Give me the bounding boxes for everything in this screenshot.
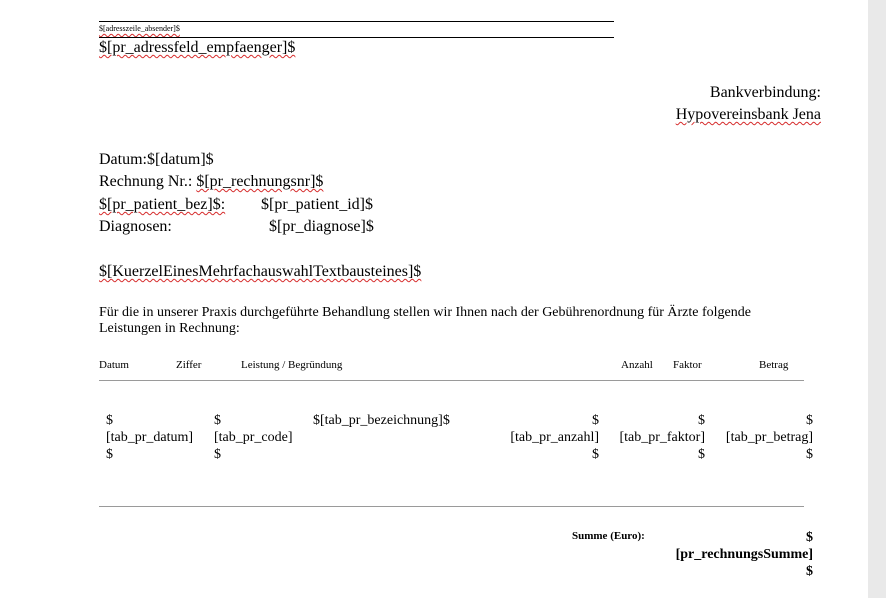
absender-line: $[adresszeile_absender]$	[99, 24, 180, 33]
col-header-anzahl: Anzahl	[621, 359, 653, 371]
bank-name: Hypovereinsbank Jena	[675, 106, 821, 123]
cell-bezeichnung: $[tab_pr_bezeichnung]$	[313, 413, 450, 428]
kuerzel-placeholder: $[KuerzelEinesMehrfachauswahlTextbausteines]$	[99, 263, 422, 280]
rechnung-row	[99, 172, 323, 192]
table-bottom-rule	[99, 506, 804, 507]
rechnung-label: Rechnung Nr.:	[99, 173, 193, 190]
intro-line-2: Leistungen in Rechnung:	[99, 321, 240, 336]
summe-value: $ [pr_rechnungsSumme] $	[675, 530, 813, 579]
absender-top-rule	[99, 21, 614, 22]
cell-betrag: $ [tab_pr_betrag] $	[725, 413, 813, 462]
col-header-datum: Datum	[99, 359, 129, 371]
empfaenger-address: $[pr_adressfeld_empfaenger]$	[99, 39, 296, 56]
col-header-leistung: Leistung / Begründung	[241, 359, 343, 371]
diagnose-label: Diagnosen:	[99, 218, 172, 235]
patient-value: $[pr_patient_id]$	[261, 196, 373, 213]
cell-faktor: $ [tab_pr_faktor] $	[619, 413, 705, 462]
cell-anzahl: $ [tab_pr_anzahl] $	[510, 413, 599, 462]
table-header-rule	[99, 380, 804, 381]
patient-label: $[pr_patient_bez]$:	[99, 196, 226, 213]
col-header-betrag: Betrag	[759, 359, 789, 371]
col-header-faktor: Faktor	[673, 359, 702, 371]
cell-code: $ [tab_pr_code] $	[214, 413, 293, 462]
col-header-ziffer: Ziffer	[176, 359, 202, 371]
diagnose-value: $[pr_diagnose]$	[269, 218, 374, 235]
intro-line-1: Für die in unserer Praxis durchgeführte Behandlung stellen wir Ihnen nach der Gebührenordnung für Ärzte folgende	[99, 305, 751, 320]
rechnung-value: $[pr_rechnungsnr]$	[196, 173, 324, 190]
cell-datum: $ [tab_pr_datum] $	[106, 413, 194, 462]
datum-value: $[datum]$	[147, 151, 214, 168]
bank-label: Bankverbindung:	[709, 84, 821, 101]
datum-label: Datum:	[99, 151, 147, 168]
summe-label: Summe (Euro):	[572, 530, 645, 542]
datum-row	[99, 150, 214, 170]
